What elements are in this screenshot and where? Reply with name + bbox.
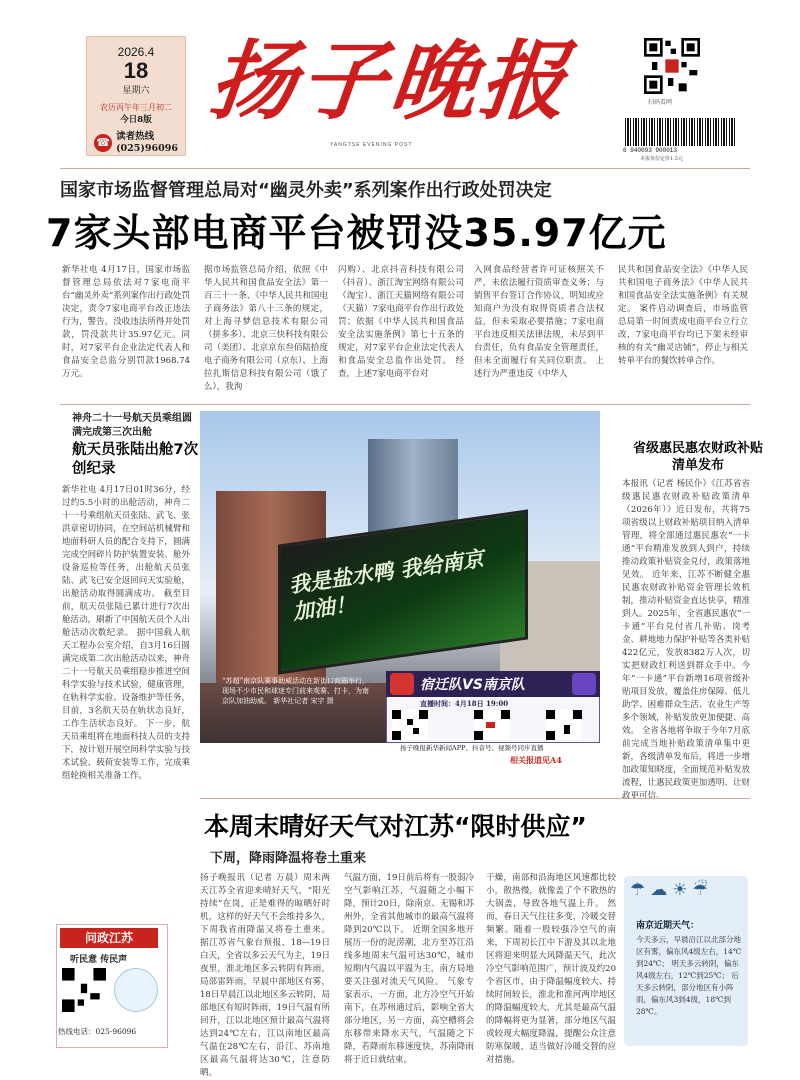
date-box — [86, 36, 186, 156]
date-year-month: 2026.4 — [117, 45, 155, 59]
lead-body-col-3: 闪购）、北京抖音科技有限公司（抖音）、浙江淘宝网络有限公司（淘宝）、浙江天猫网络有限公司（天猫）7家电商平台作出行政处罚；依据《中华人民共和国食品安全法实施条例》第七十五条的规定，对7家平台企业法定代表人和食品安全总监作出处罚。 经查，上述7家电商平台对 — [338, 265, 464, 379]
lead-headline: 7家头部电商平台被罚没35.97亿元 — [46, 211, 667, 255]
wenzheng-title: 问政江苏 — [60, 928, 158, 948]
barcode-number: 6 940093 900013 — [623, 147, 678, 154]
qr-code-icon[interactable] — [392, 710, 428, 740]
umbrella-icon: ☂ — [630, 880, 651, 900]
weather-icons — [630, 880, 713, 900]
lead-body-col-5: 民共和国食品安全法》《中华人民共和国电子商务法》《中华人民共和国食品安全法实施条例》有关规定。 案件启动调查后，市场监管总局第一时间责成电商平台立行立改，7家电商平台均已下架未经审核的有关“幽灵店铺”，停止与相关转单平台的餐饮转单合作。 — [618, 265, 748, 366]
qr-code-icon[interactable] — [474, 710, 510, 740]
forecast-text: 今天多云，早晨沿江以北部分地区有雾，偏东风4级左右，14℃到24℃； 明天多云转阴，偏东风4级左右，12℃到25℃； 后天多云转阴，部分地区有小阵雨，偏东风3到4级，18℃到28℃。 — [636, 935, 742, 1016]
hotline — [87, 131, 185, 155]
forecast-title: 南京近期天气： — [636, 921, 700, 931]
space-kicker: 神舟二十一号航天员乘组圆满完成第三次出舱 — [72, 413, 192, 438]
barcode-icon — [625, 118, 735, 146]
lunar-date: 农历丙午年三月初二 — [100, 103, 172, 112]
subsidy-body: 本报讯（记者 杨民仆）《江苏省省级惠民惠农财政补贴政策清单（2026年）》近日发布，共将75项省级以上财政补贴项目纳入清单管理，将全部通过惠民惠农“一卡通”平台精准发放到人到户，持续推动政策补贴资金兑付，政策落地见效。 近年来，江苏不断健全惠民惠农财政补贴资金管理长效机制，推动补贴资金直达快享，精准到人。2025年，全省惠民惠农“一卡通”平台兑付省几补贴、岗考金、耕地地力保护补贴等各类补贴422亿元，发放8382万人次，切实把财政红利送到群众手中。今年“一卡通”平台新增16项省级补贴项目发放，覆盖住房保障、低儿助学、困难群众生活、农业生产等多个领域，补贴发放更加便捷、高效。 全省各地将争取于今年7月底前完成当地补贴政策清单集中更新，各级清单发布后，将进一步增加政策知晓度，全面规范补贴发放流程，让惠民政策更加透明、让财政更可信。 — [622, 479, 750, 801]
match-time: 直播时间：4月18日 19:00 — [420, 699, 509, 708]
hotline-label: 读者热线 — [116, 131, 155, 142]
match-title: 宿迁队VS南京队 — [420, 677, 525, 693]
hotline-number: (025)96096 — [116, 143, 178, 154]
date-weekday: 星期六 — [122, 86, 150, 96]
divider — [60, 404, 750, 405]
newspaper-english-title: YANGTSE EVENING POST — [330, 142, 413, 148]
photo-caption: “苏超”南京队赛事助威活动在新街口商圈举行，现场不少市民和球迷专门前来观赛、打卡，为南京队加油助威。 新华社记者 宋宇 摄 — [222, 677, 370, 705]
qr-caption: 扫码看网 — [648, 99, 673, 106]
newspaper-title: 扬子晚报 — [204, 31, 576, 132]
cloud-icon: ☁ — [650, 880, 673, 900]
team-badge-icon — [390, 673, 414, 695]
subsidy-title: 省级惠民惠农财政补贴清单发布 — [632, 441, 763, 473]
edition-count: 今日8版 — [120, 115, 152, 125]
rain-icon: ☔ — [692, 880, 713, 900]
price-label: 本报每份定价1.5元 — [640, 156, 683, 162]
space-body: 新华社电 4月17日01时36分，经过约5.5小时的出舱活动，神舟二十一号乘组航天员张陆、武飞、张洪章密切协同，在空间站机械臂和地面科研人员的配合支持下，圆满完成空间碎片防护装置安装、舱外设备巡检等任务，出舱航天员张陆、武飞已安全返回问天实验舱，出舱活动取得圆满成功。 截至目前，航天员张陆已累计进行7次出舱活动，刷新了中国航天员个人出舱活动次数纪录。 据中国载人航天工程办公室介绍，自3月16日圆满完成第二次出舱活动以来，神舟二十一号航天员乘组稳步推进空间科学实验与技术试验，健康管理，在轨科学实验、设备维护等任务，目前，3名航天员在轨状态良好，工作生活状态良好。 下一步，航天员乘组将在地面科技人员的支持下，按计划开展空间科学实验与技术试验、载荷安装等工作，完成乘组轮换相关准备工作。 — [62, 485, 190, 781]
wenzheng-subtitle: 听民意 传民声 — [70, 955, 128, 965]
screen-slogan: 我是盐水鸭 我给南京加油！ — [287, 545, 486, 625]
weather-body-col-3: 干燥，南部和沿海地区风速都比较小，散热慢，就像盖了个不散热的大锅盖，导致各地气温上升。 然而，春日天气往往多变，冷暖交替频繁。随着一股较强冷空气的南来，下周初长江中下游及其以北地区将迎来明显大风降温天气，此次冷空气影响范围广，预计波及约20个省区市，由于降温幅度较大、持续时间较长，淮北和淮河两岸地区的降温幅度较大，尤其是最高气温的降幅将更为显著，部分地区气温或较现大幅度降温，提醒公众注意防寒保暖，适当做好冷暖交替的应对措施。 — [486, 873, 616, 1065]
date-day: 18 — [123, 58, 149, 83]
qr-code-icon[interactable] — [546, 710, 582, 740]
divider — [60, 168, 750, 169]
livestream-note: 扬子晚报新华新闻APP、抖音号、视频号同步直播 — [400, 744, 544, 752]
lead-body-col-4: 入网食品经营者许可证核照关不严，未依法履行资质审查义务；与销售平台签订合作协议，明知或应知商户为没有取得资质者合法权益，但未采取必要措施；7家电商平台违反相关法律法规，未尽到平台责任，负有食品安全管理责任，但未全面履行有关同位职责。 上述行为严重违反《中华人 — [474, 265, 604, 379]
masthead — [204, 22, 610, 150]
space-title: 航天员张陆出舱7次创纪录 — [72, 442, 199, 477]
qr-code-icon[interactable] — [644, 38, 700, 94]
lead-body-col-2: 据市场监管总局介绍，依照《中华人民共和国食品安全法》第一百三十一条、《中华人民共和国电子商务法》第八十三条的规定，对上海寻梦信息技术有限公司（拼多多）、北京三快科技有限公司（美团）、北京京东叁佰陆拾度电子商务有限公司（京东）、上海拉扎斯信息科技有限公司（饿了么），我洵 — [204, 265, 328, 392]
weather-headline: 本周末晴好天气对江苏“限时供应” — [204, 812, 587, 841]
qr-code-icon[interactable] — [62, 968, 106, 1012]
related-link[interactable]: 相关报道见A4 — [510, 755, 562, 765]
weather-body-col-1: 扬子晚报讯（记者 万晨）周末两天江苏全省迎来晴好天气，“阳光持续”在岗，正是难得的晾晒好时机，这样的好天气不会维持多久，下周我省雨降温又将卷土重来。 据江苏省气象台预报，18—19日白天，全省以多云天气为主，19日夜里，淮北地区多云转阴有阵雨，局部雷阵雨，早晨中部地区有雾，18日早晨江以北地区多云转阴，局部地区有短时阵雨，19日气温有所回升，江以北地区预计最高气温将达到24℃左右，江以南地区最高气温在28℃左右，沿江、苏南地区最高气温将达30℃，注意防晒。 — [200, 873, 330, 1078]
lead-kicker: 国家市场监督管理总局对“幽灵外卖”系列案作出行政处罚决定 — [60, 180, 552, 201]
app-logo-icon[interactable] — [114, 968, 158, 1012]
wenzheng-tel: 热线电话：025-96096 — [58, 1027, 137, 1036]
lead-body-col-1: 新华社电 4月17日，国家市场监督管理总局依法对7家电商平台“幽灵外卖”系列案作出行政处罚决定，责令7家电商平台改正违法行为，警告，没收违法所得并处罚款，罚没款共计35.97亿元。同时，对7家平台企业法定代表人和食品安全总监分别罚款1968.74万元。 — [62, 265, 190, 379]
sun-icon: ☀ — [672, 880, 693, 900]
team-badge-icon — [572, 673, 596, 695]
weather-subhead: 下周，降雨降温将卷土重来 — [210, 851, 367, 866]
phone-icon: ☎ — [94, 134, 112, 152]
divider — [200, 798, 750, 799]
weather-body-col-2: 气温方面，19日前后将有一股弱冷空气影响江苏，气温随之小幅下降，预计20日，除南京、无锡和苏州外，全省其他城市的最高气温将降到20℃以下。 近期全国多地开展历一份的泥涝潮，北方至苏江沿线多地周末气温可达30℃，城市短期内气温以平温为主，南方局地要关注强对流天气风险。 气象专家表示，一方面，北方冷空气开始南下，在苏州通过后，影响全省大部分地区，另一方面，高空槽将会东移带来降水天气，气温随之下降，若降雨东移速度快，苏南降雨将于近日就结束。 — [344, 873, 474, 1065]
